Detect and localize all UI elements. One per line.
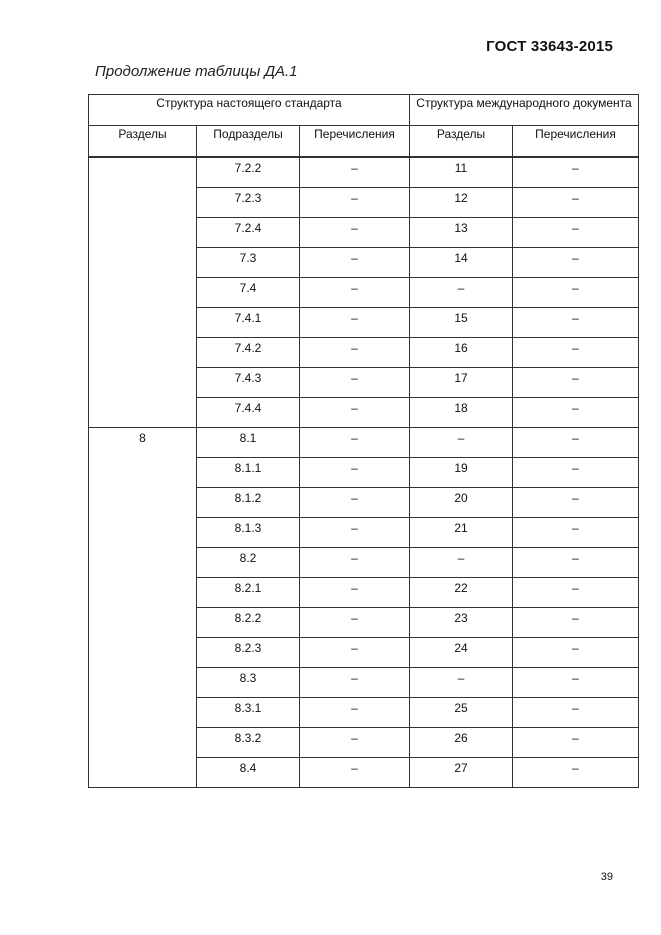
enumeration-cell: – [300, 157, 410, 187]
intl-section-cell: 13 [410, 217, 513, 247]
intl-section-cell: 27 [410, 757, 513, 787]
enumeration-cell: – [300, 487, 410, 517]
intl-enumeration-cell: – [513, 517, 639, 547]
enumeration-cell: – [300, 397, 410, 427]
subsection-cell: 8.2.2 [197, 607, 300, 637]
column-header: Разделы [89, 126, 197, 158]
intl-section-cell: 17 [410, 367, 513, 397]
intl-section-cell: – [410, 667, 513, 697]
intl-enumeration-cell: – [513, 637, 639, 667]
intl-enumeration-cell: – [513, 187, 639, 217]
enumeration-cell: – [300, 217, 410, 247]
subsection-cell: 7.2.2 [197, 157, 300, 187]
intl-section-cell: 18 [410, 397, 513, 427]
subsection-cell: 8.4 [197, 757, 300, 787]
enumeration-cell: – [300, 607, 410, 637]
subsection-cell: 8.3.2 [197, 727, 300, 757]
intl-enumeration-cell: – [513, 397, 639, 427]
intl-section-cell: 19 [410, 457, 513, 487]
enumeration-cell: – [300, 427, 410, 457]
intl-enumeration-cell: – [513, 487, 639, 517]
enumeration-cell: – [300, 637, 410, 667]
enumeration-cell: – [300, 577, 410, 607]
table-row [89, 427, 639, 457]
intl-enumeration-cell: – [513, 427, 639, 457]
intl-enumeration-cell: – [513, 337, 639, 367]
subsection-cell: 7.4.2 [197, 337, 300, 367]
intl-enumeration-cell: – [513, 157, 639, 187]
intl-enumeration-cell: – [513, 367, 639, 397]
subsection-cell: 7.2.3 [197, 187, 300, 217]
intl-section-cell: 16 [410, 337, 513, 367]
subsection-cell: 7.4.1 [197, 307, 300, 337]
intl-enumeration-cell: – [513, 547, 639, 577]
intl-enumeration-cell: – [513, 217, 639, 247]
subsection-cell: 7.4 [197, 277, 300, 307]
enumeration-cell: – [300, 457, 410, 487]
section-cell: 8 [89, 427, 197, 787]
enumeration-cell: – [300, 697, 410, 727]
enumeration-cell: – [300, 307, 410, 337]
subsection-cell: 8.2.1 [197, 577, 300, 607]
intl-enumeration-cell: – [513, 667, 639, 697]
group-header-row [89, 95, 639, 126]
intl-section-cell: 25 [410, 697, 513, 727]
intl-enumeration-cell: – [513, 727, 639, 757]
intl-enumeration-cell: – [513, 577, 639, 607]
intl-section-cell: 22 [410, 577, 513, 607]
column-header: Подразделы [197, 126, 300, 158]
subsection-cell: 7.4.3 [197, 367, 300, 397]
group-header-international: Структура международного документа [410, 95, 639, 126]
subsection-cell: 8.2 [197, 547, 300, 577]
subsection-cell: 8.1.2 [197, 487, 300, 517]
intl-section-cell: 21 [410, 517, 513, 547]
subsection-cell: 8.1.3 [197, 517, 300, 547]
enumeration-cell: – [300, 667, 410, 697]
intl-section-cell: 24 [410, 637, 513, 667]
subsection-cell: 8.3 [197, 667, 300, 697]
enumeration-cell: – [300, 547, 410, 577]
intl-section-cell: 26 [410, 727, 513, 757]
intl-enumeration-cell: – [513, 277, 639, 307]
column-header-row [89, 126, 639, 158]
document-code: ГОСТ 33643-2015 [486, 38, 613, 55]
enumeration-cell: – [300, 277, 410, 307]
enumeration-cell: – [300, 727, 410, 757]
subsection-cell: 7.4.4 [197, 397, 300, 427]
mapping-table [88, 94, 639, 788]
table-body [89, 157, 639, 787]
intl-section-cell: 15 [410, 307, 513, 337]
enumeration-cell: – [300, 247, 410, 277]
intl-section-cell: 12 [410, 187, 513, 217]
table-caption: Продолжение таблицы ДА.1 [95, 63, 298, 80]
column-header: Перечисления [300, 126, 410, 158]
enumeration-cell: – [300, 337, 410, 367]
table-row [89, 157, 639, 187]
group-header-standard: Структура настоящего стандарта [89, 95, 410, 126]
subsection-cell: 8.1 [197, 427, 300, 457]
intl-enumeration-cell: – [513, 757, 639, 787]
enumeration-cell: – [300, 517, 410, 547]
intl-enumeration-cell: – [513, 247, 639, 277]
subsection-cell: 7.3 [197, 247, 300, 277]
intl-enumeration-cell: – [513, 307, 639, 337]
intl-section-cell: – [410, 427, 513, 457]
subsection-cell: 8.3.1 [197, 697, 300, 727]
enumeration-cell: – [300, 367, 410, 397]
column-header: Перечисления [513, 126, 639, 158]
page-number: 39 [600, 871, 613, 883]
enumeration-cell: – [300, 187, 410, 217]
subsection-cell: 8.1.1 [197, 457, 300, 487]
intl-section-cell: 14 [410, 247, 513, 277]
column-header: Разделы [410, 126, 513, 158]
subsection-cell: 7.2.4 [197, 217, 300, 247]
enumeration-cell: – [300, 757, 410, 787]
intl-section-cell: – [410, 547, 513, 577]
intl-section-cell: 23 [410, 607, 513, 637]
subsection-cell: 8.2.3 [197, 637, 300, 667]
intl-enumeration-cell: – [513, 457, 639, 487]
intl-section-cell: 11 [410, 157, 513, 187]
section-cell [89, 157, 197, 427]
intl-section-cell: 20 [410, 487, 513, 517]
intl-section-cell: – [410, 277, 513, 307]
intl-enumeration-cell: – [513, 607, 639, 637]
intl-enumeration-cell: – [513, 697, 639, 727]
